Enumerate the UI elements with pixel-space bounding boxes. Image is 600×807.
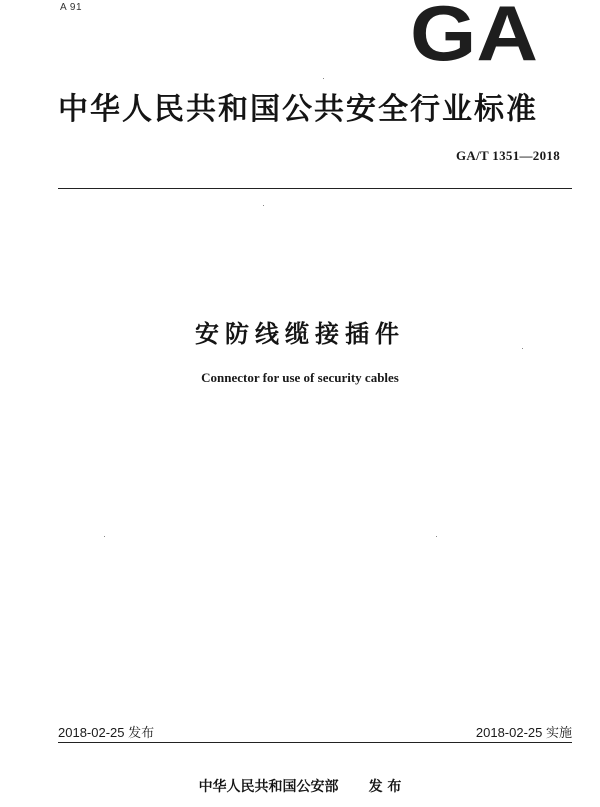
standard-number: GA/T 1351—2018 — [456, 148, 560, 163]
svg-text:GA: GA — [410, 0, 538, 62]
issue-date: 2018-02-25 发布 — [58, 725, 155, 740]
footer-divider — [58, 742, 572, 743]
scan-speck — [104, 536, 105, 537]
implementation-date: 2018-02-25 实施 — [475, 725, 572, 740]
publisher-line — [0, 776, 600, 796]
scan-speck — [436, 536, 437, 537]
publish-label: 发 布 — [368, 779, 402, 795]
standard-title-english: Connector for use of security cables — [201, 370, 399, 385]
scan-speck — [263, 205, 264, 206]
organization-title: 中华人民共和国公共安全行业标准 — [58, 92, 538, 127]
publisher-name: 中华人民共和国公安部 — [198, 779, 339, 795]
standard-title-chinese: 安防线缆接插件 — [195, 320, 405, 348]
header-divider — [58, 188, 572, 189]
scan-speck — [522, 348, 523, 349]
ga-logo — [408, 0, 540, 62]
scan-speck — [323, 78, 324, 79]
ics-code: A 91 — [60, 2, 83, 13]
